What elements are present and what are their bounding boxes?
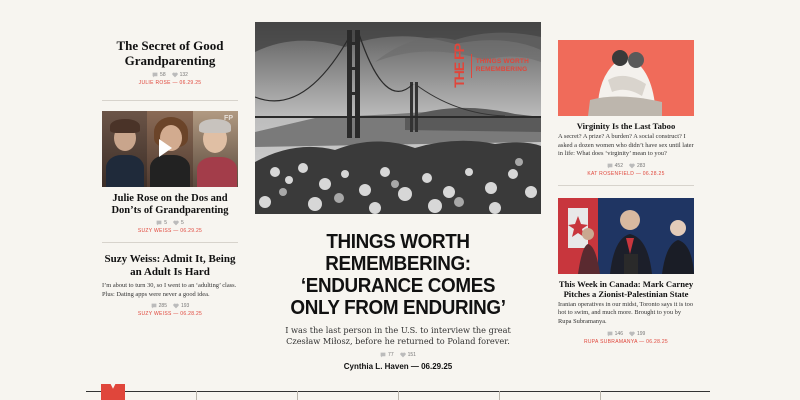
like-count[interactable]: 193 (173, 303, 189, 309)
story-meta (558, 163, 694, 169)
story-title[interactable]: This Week in Canada: Mark Carney Pitches a Zionist-Palestinian State (558, 278, 694, 299)
like-count[interactable]: 151 (400, 352, 416, 358)
heart-icon (173, 303, 179, 309)
heart-icon (173, 220, 179, 226)
heart-icon (400, 352, 406, 358)
story-byline[interactable]: JULIE ROSE — 06.29.25 (138, 80, 202, 86)
story-title[interactable]: Julie Rose on the Dos and Don’ts of Grandparenting (111, 193, 229, 216)
story-suzy-weiss-adulting[interactable] (102, 253, 238, 317)
badge-series-title: THINGS WORTH REMEMBERING (475, 58, 529, 73)
hero-image-golden-gate[interactable] (255, 22, 541, 214)
story-meta (558, 331, 694, 337)
featured-headline[interactable]: THINGS WORTH REMEMBERING: ‘ENDURANCE COMES ONLY FROM ENDURING’ (290, 230, 506, 319)
like-count[interactable]: 199 (629, 331, 645, 337)
story-byline[interactable]: KAT ROSENFIELD — 06.28.25 (587, 170, 665, 177)
story-meta (102, 220, 238, 226)
comment-bubble-icon (380, 352, 386, 358)
story-byline[interactable]: SUZY WEISS — 06.28.25 (137, 311, 203, 318)
story-dek: I’m about to turn 30, so I went to an ‘adulting’ class. Plus: Dating apps were never a good idea. (102, 282, 237, 298)
comment-count[interactable]: 452 (607, 163, 623, 169)
comment-count[interactable]: 58 (152, 72, 166, 78)
story-julie-rose-video[interactable] (102, 111, 238, 234)
story-secret-of-grandparenting[interactable] (102, 38, 238, 86)
divider (558, 185, 694, 186)
story-title[interactable]: The Secret of Good Grandparenting (116, 38, 224, 68)
featured-dek: I was the last person in the U.S. to interview the great Czesław Miłosz, before he returned to Poland forever. (285, 325, 511, 346)
story-meta (102, 72, 238, 78)
story-image-couple[interactable] (558, 40, 694, 116)
heart-icon (629, 331, 635, 337)
featured-meta (255, 352, 541, 358)
heart-icon (629, 163, 635, 169)
heart-icon (172, 72, 178, 78)
story-dek: Iranian operatives in our midst, Toronto says it is too hot to swim, and much more. Brought to you by Rupa Subramanya. (558, 300, 694, 325)
story-image-press-conference[interactable] (558, 198, 694, 274)
badge-divider (471, 54, 472, 78)
divider (102, 100, 238, 101)
like-count[interactable]: 283 (629, 163, 645, 169)
comment-bubble-icon (156, 220, 162, 226)
story-carney-canada[interactable] (558, 198, 694, 345)
like-count[interactable]: 5 (173, 220, 184, 226)
story-meta (102, 303, 238, 309)
comment-count[interactable]: 5 (156, 220, 167, 226)
story-title[interactable]: Virginity Is the Last Taboo (576, 121, 676, 131)
story-title[interactable]: Suzy Weiss: Admit It, Being an Adult Is Hard (104, 253, 236, 278)
featured-story[interactable] (255, 22, 541, 371)
comment-count[interactable]: 77 (380, 352, 394, 358)
story-byline[interactable]: SUZY WEISS — 06.29.25 (137, 228, 203, 234)
left-column (102, 22, 238, 317)
series-badge[interactable] (451, 44, 529, 88)
comment-bubble-icon (607, 331, 613, 337)
bookmark-icon[interactable] (101, 384, 125, 400)
divider (102, 242, 238, 243)
like-count[interactable]: 132 (172, 72, 188, 78)
story-dek: A secret? A prize? A burden? A social construct? I asked a dozen women who didn’t have sex until later in life: What does ‘virginity’ mean to you? (558, 133, 694, 158)
play-icon[interactable] (159, 139, 172, 157)
story-byline[interactable]: RUPA SUBRAMANYA — 06.28.25 (583, 338, 669, 345)
fp-watermark: FP (224, 115, 233, 122)
comment-count[interactable]: 146 (607, 331, 623, 337)
comment-bubble-icon (607, 163, 613, 169)
video-thumbnail[interactable] (102, 111, 238, 187)
story-virginity-taboo[interactable] (558, 40, 694, 177)
fp-logo: THE FP (450, 44, 467, 88)
comment-bubble-icon (151, 303, 157, 309)
right-column (558, 40, 694, 345)
comment-bubble-icon (152, 72, 158, 78)
featured-byline[interactable]: Cynthia L. Haven — 06.29.25 (343, 362, 453, 371)
comment-count[interactable]: 285 (151, 303, 167, 309)
